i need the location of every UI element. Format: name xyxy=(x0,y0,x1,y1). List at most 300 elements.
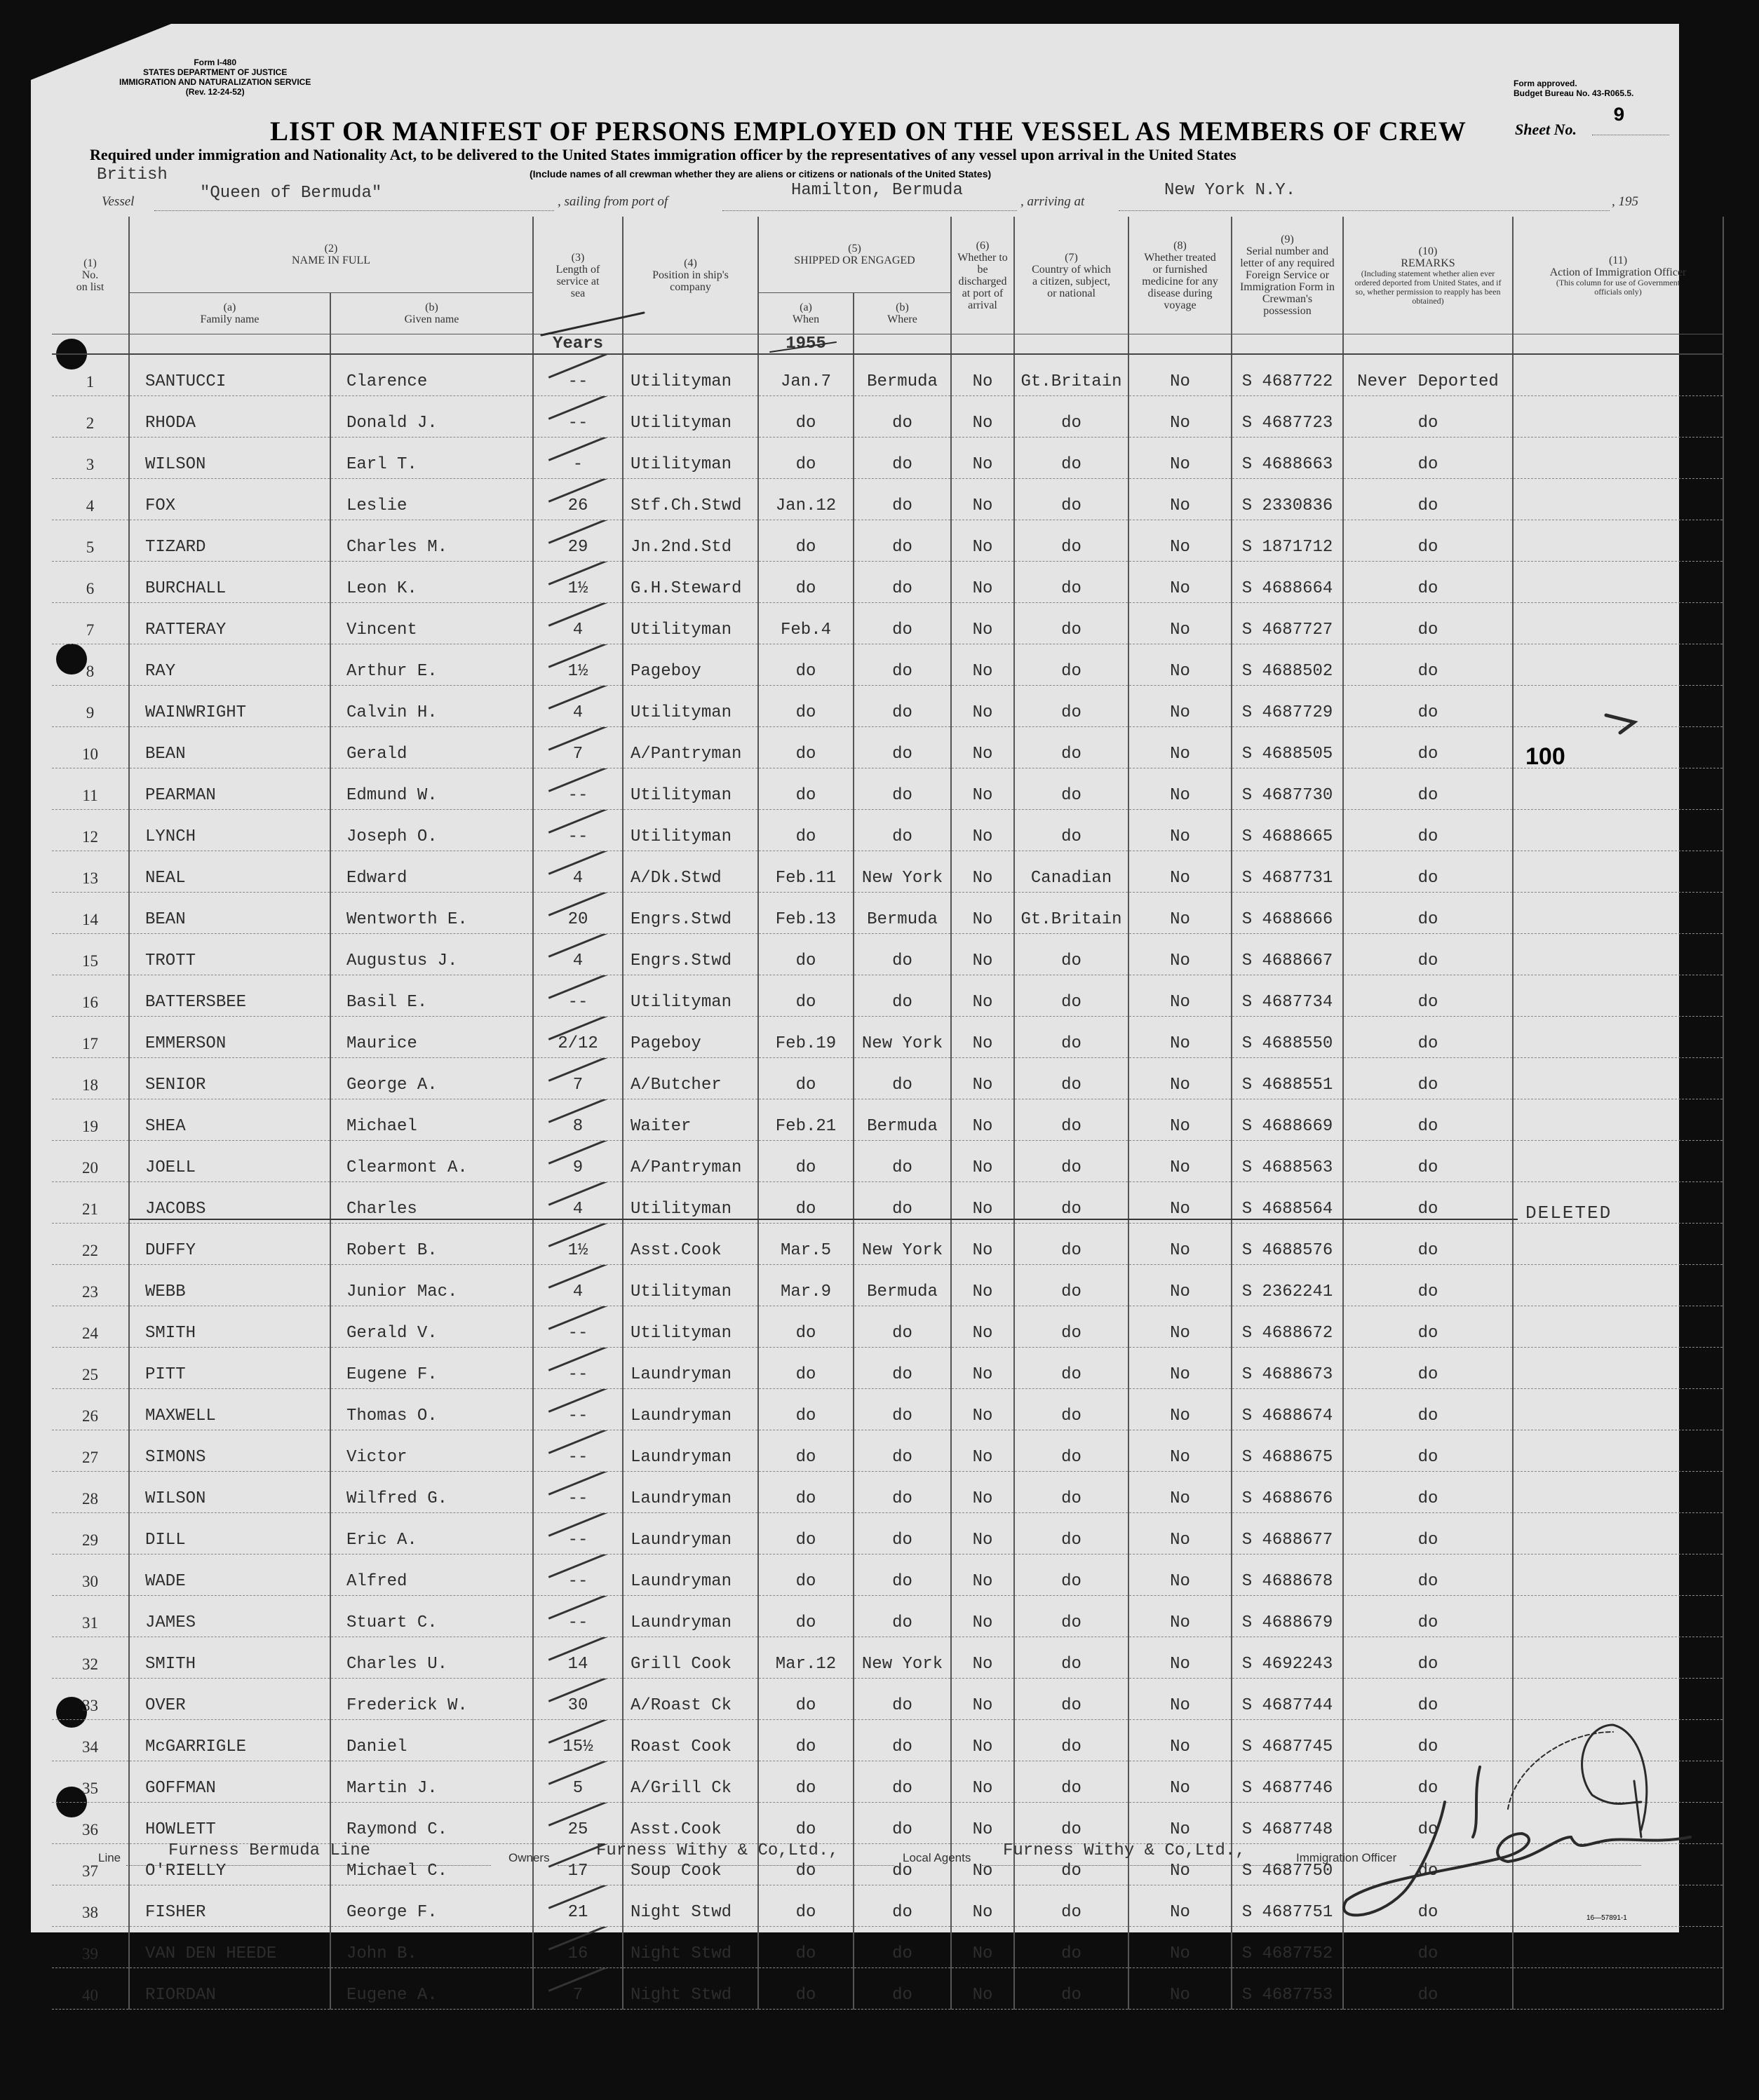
row-number-cell: 7 xyxy=(52,603,129,644)
discharged-cell: No xyxy=(951,1224,1014,1265)
shipped-where-cell: do xyxy=(854,438,951,479)
row-number-cell: 4 xyxy=(52,479,129,520)
col-header-where: (b) Where xyxy=(854,293,951,334)
service-length-cell: 4 xyxy=(533,851,623,893)
service-length-cell: 8 xyxy=(533,1099,623,1141)
position-cell: Pageboy xyxy=(623,644,758,686)
shipped-where-cell: Bermuda xyxy=(854,354,951,396)
row-number-cell: 34 xyxy=(52,1720,129,1761)
shipped-when-cell: do xyxy=(758,1430,854,1472)
shipped-where-cell: Bermuda xyxy=(854,1265,951,1306)
family-name-cell: SENIOR xyxy=(129,1058,330,1099)
row-number-cell: 11 xyxy=(52,768,129,810)
given-name-cell: Leon K. xyxy=(330,562,533,603)
col-header-family: (a) Family name xyxy=(129,293,330,334)
service-length-cell: 7 xyxy=(533,727,623,768)
treated-cell: No xyxy=(1128,438,1232,479)
col-header-serial: (9) Serial number and letter of any required Foreign Service or Immigration Form in Crewman's possession xyxy=(1232,217,1343,334)
position-cell: Pageboy xyxy=(623,1017,758,1058)
shipped-where-cell: Bermuda xyxy=(854,1099,951,1141)
given-name-cell: Edward xyxy=(330,851,533,893)
remarks-cell: do xyxy=(1343,1554,1513,1596)
remarks-cell: do xyxy=(1343,1182,1513,1224)
serial-number-cell: S 4687746 xyxy=(1232,1761,1343,1803)
remarks-cell: do xyxy=(1343,396,1513,438)
serial-number-cell: S 4688676 xyxy=(1232,1472,1343,1513)
remarks-cell: do xyxy=(1343,1803,1513,1844)
discharged-cell: No xyxy=(951,1968,1014,2010)
shipped-where-cell: New York xyxy=(854,1017,951,1058)
position-cell: Waiter xyxy=(623,1099,758,1141)
shipped-where-cell: do xyxy=(854,1058,951,1099)
remarks-cell: do xyxy=(1343,1058,1513,1099)
country-cell: do xyxy=(1014,1927,1128,1968)
print-code: 16—57891-1 xyxy=(1586,1914,1627,1922)
row-number-cell: 36 xyxy=(52,1803,129,1844)
serial-number-cell: S 4687730 xyxy=(1232,768,1343,810)
country-cell: do xyxy=(1014,644,1128,686)
service-length-cell: 4 xyxy=(533,686,623,727)
treated-cell: No xyxy=(1128,354,1232,396)
remarks-cell: do xyxy=(1343,1348,1513,1389)
given-name-cell: Eric A. xyxy=(330,1513,533,1554)
family-name-cell: PITT xyxy=(129,1348,330,1389)
serial-number-cell: S 4687731 xyxy=(1232,851,1343,893)
position-cell: Asst.Cook xyxy=(623,1803,758,1844)
remarks-cell: do xyxy=(1343,893,1513,934)
country-cell: do xyxy=(1014,479,1128,520)
service-length-cell: 17 xyxy=(533,1844,623,1885)
given-name-cell: Daniel xyxy=(330,1720,533,1761)
row-number-cell: 30 xyxy=(52,1554,129,1596)
shipped-where-cell: do xyxy=(854,1141,951,1182)
service-length-cell: 1½ xyxy=(533,1224,623,1265)
given-name-cell: Charles xyxy=(330,1182,533,1224)
position-cell: Asst.Cook xyxy=(623,1224,758,1265)
family-name-cell: WILSON xyxy=(129,1472,330,1513)
shipped-where-cell: do xyxy=(854,1389,951,1430)
country-cell: do xyxy=(1014,727,1128,768)
year-label: , 195 xyxy=(1612,194,1638,209)
shipped-when-cell: do xyxy=(758,1182,854,1224)
service-length-cell: 2/12 xyxy=(533,1017,623,1058)
discharged-cell: No xyxy=(951,1058,1014,1099)
service-length-cell: 25 xyxy=(533,1803,623,1844)
treated-cell: No xyxy=(1128,1596,1232,1637)
position-cell: Laundryman xyxy=(623,1554,758,1596)
shipped-when-cell: do xyxy=(758,1596,854,1637)
family-name-cell: McGARRIGLE xyxy=(129,1720,330,1761)
shipped-where-cell: New York xyxy=(854,851,951,893)
serial-number-cell: S 4688664 xyxy=(1232,562,1343,603)
serial-number-cell: S 4687729 xyxy=(1232,686,1343,727)
serial-number-cell: S 4688673 xyxy=(1232,1348,1343,1389)
service-length-cell: 1½ xyxy=(533,644,623,686)
treated-cell: No xyxy=(1128,520,1232,562)
position-cell: Laundryman xyxy=(623,1472,758,1513)
serial-number-cell: S 2362241 xyxy=(1232,1265,1343,1306)
family-name-cell: BATTERSBEE xyxy=(129,975,330,1017)
shipped-when-cell: do xyxy=(758,1554,854,1596)
service-length-cell: -- xyxy=(533,810,623,851)
treated-cell: No xyxy=(1128,1679,1232,1720)
discharged-cell: No xyxy=(951,479,1014,520)
col-header-action: (11) Action of Immigration Officer (This column for use of Government officials only) xyxy=(1513,217,1723,334)
position-cell: Laundryman xyxy=(623,1513,758,1554)
given-name-cell: Wentworth E. xyxy=(330,893,533,934)
remarks-cell: do xyxy=(1343,1968,1513,2010)
family-name-cell: VAN DEN HEEDE xyxy=(129,1927,330,1968)
shipped-where-cell: do xyxy=(854,727,951,768)
given-name-cell: Charles U. xyxy=(330,1637,533,1679)
country-cell: do xyxy=(1014,1265,1128,1306)
discharged-cell: No xyxy=(951,1679,1014,1720)
line-value: Furness Bermuda Line xyxy=(168,1841,371,1860)
row-number-cell: 23 xyxy=(52,1265,129,1306)
shipped-where-cell: do xyxy=(854,1472,951,1513)
discharged-cell: No xyxy=(951,1637,1014,1679)
position-cell: Utilityman xyxy=(623,1265,758,1306)
discharged-cell: No xyxy=(951,1430,1014,1472)
treated-cell: No xyxy=(1128,975,1232,1017)
remarks-cell: do xyxy=(1343,1265,1513,1306)
remarks-cell: do xyxy=(1343,1761,1513,1803)
row-number-cell: 29 xyxy=(52,1513,129,1554)
given-name-cell: Charles M. xyxy=(330,520,533,562)
country-cell: do xyxy=(1014,520,1128,562)
family-name-cell: PEARMAN xyxy=(129,768,330,810)
discharged-cell: No xyxy=(951,644,1014,686)
treated-cell: No xyxy=(1128,1554,1232,1596)
serial-number-cell: S 4688502 xyxy=(1232,644,1343,686)
shipped-where-cell: do xyxy=(854,603,951,644)
discharged-cell: No xyxy=(951,562,1014,603)
row-number-cell: 2 xyxy=(52,396,129,438)
row-number-cell: 5 xyxy=(52,520,129,562)
given-name-cell: Calvin H. xyxy=(330,686,533,727)
country-cell: do xyxy=(1014,810,1128,851)
remarks-cell: do xyxy=(1343,810,1513,851)
owners-value: Furness Withy & Co,Ltd., xyxy=(596,1841,839,1860)
shipped-when-cell: do xyxy=(758,1927,854,1968)
treated-cell: No xyxy=(1128,644,1232,686)
discharged-cell: No xyxy=(951,810,1014,851)
serial-number-cell: S 4687734 xyxy=(1232,975,1343,1017)
family-name-cell: JOELL xyxy=(129,1141,330,1182)
country-cell: do xyxy=(1014,1306,1128,1348)
given-name-cell: Clearmont A. xyxy=(330,1141,533,1182)
serial-number-cell: S 1871712 xyxy=(1232,520,1343,562)
shipped-when-cell: Feb.21 xyxy=(758,1099,854,1141)
row-number-cell: 32 xyxy=(52,1637,129,1679)
country-cell: do xyxy=(1014,562,1128,603)
shipped-where-cell: do xyxy=(854,520,951,562)
given-name-cell: Joseph O. xyxy=(330,810,533,851)
serial-number-cell: S 4688666 xyxy=(1232,893,1343,934)
owners-label: Owners xyxy=(508,1851,550,1864)
position-cell: Utilityman xyxy=(623,768,758,810)
position-cell: Grill Cook xyxy=(623,1637,758,1679)
position-cell: Laundryman xyxy=(623,1348,758,1389)
discharged-cell: No xyxy=(951,396,1014,438)
shipped-when-cell: do xyxy=(758,1679,854,1720)
shipped-where-cell: do xyxy=(854,1679,951,1720)
discharged-cell: No xyxy=(951,603,1014,644)
treated-cell: No xyxy=(1128,1348,1232,1389)
row-number-cell: 6 xyxy=(52,562,129,603)
serial-number-cell: S 4687752 xyxy=(1232,1927,1343,1968)
row-number-cell: 9 xyxy=(52,686,129,727)
service-length-cell: -- xyxy=(533,1513,623,1554)
shipped-where-cell: do xyxy=(854,644,951,686)
position-cell: Soup Cook xyxy=(623,1844,758,1885)
page-subnote: (Include names of all crewman whether they are aliens or citizens or nationals of the United States) xyxy=(530,168,992,179)
position-cell: A/Pantryman xyxy=(623,727,758,768)
shipped-where-cell: do xyxy=(854,1306,951,1348)
discharged-cell: No xyxy=(951,1141,1014,1182)
given-name-cell: Wilfred G. xyxy=(330,1472,533,1513)
treated-cell: No xyxy=(1128,1224,1232,1265)
family-name-cell: SMITH xyxy=(129,1306,330,1348)
row-number-cell: 1 xyxy=(52,354,129,396)
remarks-cell: do xyxy=(1343,1596,1513,1637)
row-number-cell: 33 xyxy=(52,1679,129,1720)
shipped-where-cell: do xyxy=(854,1761,951,1803)
col-header-treated: (8) Whether treated or furnished medicine for any disease during voyage xyxy=(1128,217,1232,334)
vessel-label: Vessel xyxy=(102,194,135,209)
shipped-where-cell: do xyxy=(854,686,951,727)
treated-cell: No xyxy=(1128,1182,1232,1224)
service-length-cell: -- xyxy=(533,1596,623,1637)
country-cell: do xyxy=(1014,1224,1128,1265)
shipped-when-cell: do xyxy=(758,1513,854,1554)
shipped-where-cell: New York xyxy=(854,1224,951,1265)
position-cell: Laundryman xyxy=(623,1389,758,1430)
discharged-cell: No xyxy=(951,1472,1014,1513)
service-length-cell: 4 xyxy=(533,1182,623,1224)
row-number-cell: 20 xyxy=(52,1141,129,1182)
given-name-cell: John B. xyxy=(330,1927,533,1968)
country-cell: do xyxy=(1014,1017,1128,1058)
treated-cell: No xyxy=(1128,1389,1232,1430)
given-name-cell: Maurice xyxy=(330,1017,533,1058)
remarks-cell: do xyxy=(1343,1389,1513,1430)
given-name-cell: George A. xyxy=(330,1058,533,1099)
treated-cell: No xyxy=(1128,1430,1232,1472)
given-name-cell: Clarence xyxy=(330,354,533,396)
remarks-cell: do xyxy=(1343,520,1513,562)
position-cell: Night Stwd xyxy=(623,1927,758,1968)
shipped-when-cell: do xyxy=(758,934,854,975)
country-cell: do xyxy=(1014,1761,1128,1803)
treated-cell: No xyxy=(1128,810,1232,851)
shipped-where-cell: do xyxy=(854,1720,951,1761)
discharged-cell: No xyxy=(951,1927,1014,1968)
serial-number-cell: S 4687727 xyxy=(1232,603,1343,644)
serial-number-cell: S 4688674 xyxy=(1232,1389,1343,1430)
treated-cell: No xyxy=(1128,1017,1232,1058)
remarks-cell: do xyxy=(1343,1141,1513,1182)
service-length-cell: 7 xyxy=(533,1058,623,1099)
country-cell: do xyxy=(1014,768,1128,810)
deleted-stamp: DELETED xyxy=(1525,1203,1612,1224)
shipped-when-cell: do xyxy=(758,1844,854,1885)
discharged-cell: No xyxy=(951,1885,1014,1927)
given-name-cell: Gerald V. xyxy=(330,1306,533,1348)
discharged-cell: No xyxy=(951,1348,1014,1389)
country-cell: do xyxy=(1014,1472,1128,1513)
row-number-cell: 13 xyxy=(52,851,129,893)
family-name-cell: WADE xyxy=(129,1554,330,1596)
remarks-cell: do xyxy=(1343,768,1513,810)
remarks-cell: do xyxy=(1343,1927,1513,1968)
remarks-cell: do xyxy=(1343,1720,1513,1761)
shipped-when-cell: do xyxy=(758,1141,854,1182)
treated-cell: No xyxy=(1128,1844,1232,1885)
row-number-cell: 19 xyxy=(52,1099,129,1141)
family-name-cell: NEAL xyxy=(129,851,330,893)
service-length-cell: -- xyxy=(533,1554,623,1596)
serial-number-cell: S 4688563 xyxy=(1232,1141,1343,1182)
remarks-cell: do xyxy=(1343,644,1513,686)
shipped-where-cell: do xyxy=(854,1844,951,1885)
family-name-cell: RHODA xyxy=(129,396,330,438)
treated-cell: No xyxy=(1128,1637,1232,1679)
serial-number-cell: S 2330836 xyxy=(1232,479,1343,520)
remarks-cell: do xyxy=(1343,975,1513,1017)
treated-cell: No xyxy=(1128,1306,1232,1348)
family-name-cell: JAMES xyxy=(129,1596,330,1637)
row-number-cell: 39 xyxy=(52,1927,129,1968)
shipped-where-cell: do xyxy=(854,1513,951,1554)
position-cell: Utilityman xyxy=(623,686,758,727)
discharged-cell: No xyxy=(951,520,1014,562)
family-name-cell: SANTUCCI xyxy=(129,354,330,396)
position-cell: Roast Cook xyxy=(623,1720,758,1761)
page-subtitle: Required under immigration and Nationality Act, to be delivered to the United States immigration officer by the representatives of any vessel upon arrival in the United States xyxy=(90,146,1236,163)
country-cell: do xyxy=(1014,1720,1128,1761)
family-name-cell: SHEA xyxy=(129,1099,330,1141)
page-title: LIST OR MANIFEST OF PERSONS EMPLOYED ON THE VESSEL AS MEMBERS OF CREW xyxy=(270,116,1467,147)
shipped-when-cell: Mar.5 xyxy=(758,1224,854,1265)
remarks-cell: do xyxy=(1343,1637,1513,1679)
col-header-no: (1) No. on list xyxy=(52,217,129,334)
service-length-cell: -- xyxy=(533,768,623,810)
service-length-cell: 20 xyxy=(533,893,623,934)
given-name-cell: Basil E. xyxy=(330,975,533,1017)
serial-number-cell: S 4688551 xyxy=(1232,1058,1343,1099)
given-name-cell: Donald J. xyxy=(330,396,533,438)
position-cell: A/Pantryman xyxy=(623,1141,758,1182)
country-cell: do xyxy=(1014,1141,1128,1182)
treated-cell: No xyxy=(1128,1968,1232,2010)
shipped-where-cell: New York xyxy=(854,1637,951,1679)
shipped-when-cell: Feb.4 xyxy=(758,603,854,644)
shipped-where-cell: do xyxy=(854,1182,951,1224)
discharged-cell: No xyxy=(951,1844,1014,1885)
row-number-cell: 26 xyxy=(52,1389,129,1430)
given-name-cell: Augustus J. xyxy=(330,934,533,975)
shipped-where-cell: do xyxy=(854,1596,951,1637)
officer-label: Immigration Officer xyxy=(1296,1851,1397,1864)
col-header-given: (b) Given name xyxy=(330,293,533,334)
service-length-cell: 7 xyxy=(533,1968,623,2010)
approval-note: Form approved. Budget Bureau No. 43-R065.5. xyxy=(1514,79,1634,98)
given-name-cell: George F. xyxy=(330,1885,533,1927)
annotation-100: 100 xyxy=(1525,743,1565,770)
col-header-remarks: (10) REMARKS (Including statement whether alien ever ordered deported from United States, and if so, whether permission to reapply has been obtained) xyxy=(1343,217,1513,334)
position-cell: Night Stwd xyxy=(623,1885,758,1927)
discharged-cell: No xyxy=(951,1513,1014,1554)
service-length-cell: -- xyxy=(533,975,623,1017)
position-cell: Engrs.Stwd xyxy=(623,893,758,934)
serial-number-cell: S 4687753 xyxy=(1232,1968,1343,2010)
remarks-cell: do xyxy=(1343,1430,1513,1472)
family-name-cell: LYNCH xyxy=(129,810,330,851)
serial-number-cell: S 4687745 xyxy=(1232,1720,1343,1761)
serial-number-cell: S 4688679 xyxy=(1232,1596,1343,1637)
discharged-cell: No xyxy=(951,768,1014,810)
position-cell: Utilityman xyxy=(623,810,758,851)
service-length-cell: 21 xyxy=(533,1885,623,1927)
treated-cell: No xyxy=(1128,893,1232,934)
col-header-position: (4) Position in ship's company xyxy=(623,217,758,334)
family-name-cell: BEAN xyxy=(129,727,330,768)
shipped-where-cell: do xyxy=(854,1554,951,1596)
given-name-cell: Thomas O. xyxy=(330,1389,533,1430)
shipped-when-cell: Jan.12 xyxy=(758,479,854,520)
family-name-cell: TROTT xyxy=(129,934,330,975)
given-name-cell: Gerald xyxy=(330,727,533,768)
family-name-cell: FOX xyxy=(129,479,330,520)
given-name-cell: Leslie xyxy=(330,479,533,520)
discharged-cell: No xyxy=(951,438,1014,479)
form-identifier: Form I-480 STATES DEPARTMENT OF JUSTICE IMMIGRATION AND NATURALIZATION SERVICE (Rev. 12-24-52) xyxy=(119,57,311,97)
sheet-number: 9 xyxy=(1613,105,1625,127)
row-number-cell: 27 xyxy=(52,1430,129,1472)
discharged-cell: No xyxy=(951,934,1014,975)
line-label: Line xyxy=(98,1851,121,1864)
circled-sheet-number xyxy=(1582,1725,1647,1830)
shipped-where-cell: do xyxy=(854,934,951,975)
shipped-when-cell: do xyxy=(758,1389,854,1430)
remarks-cell: do xyxy=(1343,934,1513,975)
given-name-cell: Raymond C. xyxy=(330,1803,533,1844)
service-length-cell: 5 xyxy=(533,1761,623,1803)
shipped-when-cell: Mar.9 xyxy=(758,1265,854,1306)
treated-cell: No xyxy=(1128,934,1232,975)
row-number-cell: 12 xyxy=(52,810,129,851)
treated-cell: No xyxy=(1128,1472,1232,1513)
row-number-cell: 22 xyxy=(52,1224,129,1265)
country-cell: do xyxy=(1014,686,1128,727)
remarks-cell: do xyxy=(1343,1513,1513,1554)
family-name-cell: WILSON xyxy=(129,438,330,479)
shipped-when-cell: Jan.7 xyxy=(758,354,854,396)
shipped-when-cell: do xyxy=(758,1803,854,1844)
shipped-where-cell: do xyxy=(854,810,951,851)
remarks-cell: do xyxy=(1343,562,1513,603)
row-number-cell: 17 xyxy=(52,1017,129,1058)
treated-cell: No xyxy=(1128,1513,1232,1554)
discharged-cell: No xyxy=(951,1182,1014,1224)
position-cell: Engrs.Stwd xyxy=(623,934,758,975)
family-name-cell: SIMONS xyxy=(129,1430,330,1472)
sheet-label: Sheet No. xyxy=(1515,121,1577,138)
remarks-cell: do xyxy=(1343,1844,1513,1885)
family-name-cell: RAY xyxy=(129,644,330,686)
position-cell: Utilityman xyxy=(623,354,758,396)
